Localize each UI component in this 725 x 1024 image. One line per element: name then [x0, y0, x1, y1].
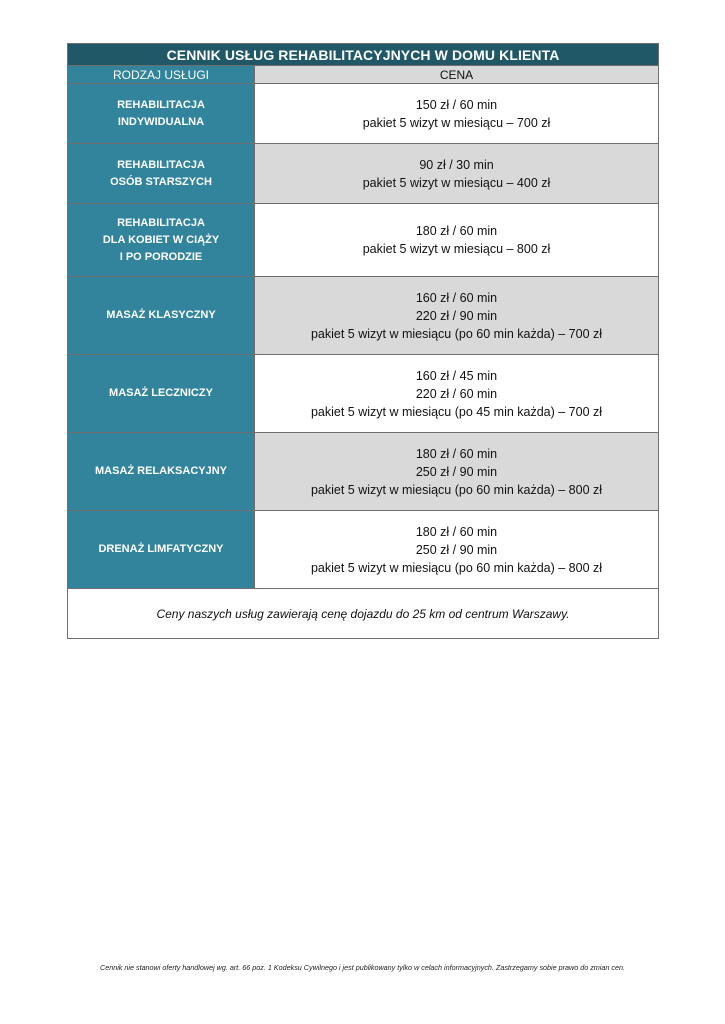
- price-line: pakiet 5 wizyt w miesiącu – 800 zł: [362, 242, 551, 256]
- service-name-line: REHABILITACJA: [117, 98, 205, 111]
- price-line: 250 zł / 90 min: [415, 464, 498, 479]
- footer-disclaimer: Cennik nie stanowi oferty handlowej wg. art. 66 poz. 1 Kodeksu Cywilnego i jest publikowany tylko w celach informacyjnych. Zastrzegamy sobie prawo do zmian cen.: [100, 963, 625, 972]
- service-name: [68, 144, 255, 204]
- travel-note: Ceny naszych usług zawierają cenę dojazdu do 25 km od centrum Warszawy.: [68, 589, 659, 639]
- table-row: [68, 355, 659, 433]
- price-details: [255, 355, 659, 433]
- column-header-service-type: RODZAJ USŁUGI: [68, 66, 255, 84]
- note-row: [68, 589, 659, 639]
- service-name-line: REHABILITACJA: [117, 216, 205, 229]
- service-name-line: INDYWIDUALNA: [117, 115, 205, 128]
- title-row: [68, 44, 659, 66]
- price-details: [255, 144, 659, 204]
- price-line: 250 zł / 90 min: [415, 542, 498, 557]
- service-name: [68, 204, 255, 277]
- price-line: 180 zł / 60 min: [415, 224, 498, 238]
- price-line: 160 zł / 45 min: [415, 368, 498, 383]
- table-row: [68, 204, 659, 277]
- service-name-line: MASAŻ LECZNICZY: [109, 387, 213, 399]
- price-details: [255, 84, 659, 144]
- service-name-line: DRENAŻ LIMFATYCZNY: [98, 543, 224, 555]
- service-name-line: I PO PORODZIE: [119, 250, 203, 263]
- table-row: [68, 84, 659, 144]
- price-line: pakiet 5 wizyt w miesiącu (po 45 min każda) – 700 zł: [310, 404, 603, 419]
- service-name: [68, 355, 255, 433]
- price-details: [255, 511, 659, 589]
- service-name: [68, 277, 255, 355]
- price-list-title: CENNIK USŁUG REHABILITACYJNYCH W DOMU KLIENTA: [68, 44, 659, 66]
- price-line: 220 zł / 60 min: [415, 386, 498, 401]
- table-row: [68, 277, 659, 355]
- price-details: [255, 204, 659, 277]
- price-line: pakiet 5 wizyt w miesiącu – 400 zł: [362, 175, 551, 190]
- table-row: [68, 144, 659, 204]
- price-line: pakiet 5 wizyt w miesiącu – 700 zł: [362, 115, 551, 130]
- price-line: 180 zł / 60 min: [415, 446, 498, 461]
- price-line: 150 zł / 60 min: [415, 97, 498, 112]
- service-name: [68, 433, 255, 511]
- price-line: pakiet 5 wizyt w miesiącu (po 60 min każda) – 800 zł: [310, 482, 603, 497]
- header-row: [68, 66, 659, 84]
- service-name-line: REHABILITACJA: [117, 158, 205, 171]
- price-details: [255, 433, 659, 511]
- price-line: pakiet 5 wizyt w miesiącu (po 60 min każda) – 800 zł: [310, 560, 603, 575]
- price-line: 160 zł / 60 min: [415, 290, 498, 305]
- table-row: [68, 511, 659, 589]
- price-list-table: [67, 43, 659, 639]
- service-name-line: OSÓB STARSZYCH: [110, 175, 212, 188]
- service-name-line: MASAŻ KLASYCZNY: [106, 309, 216, 321]
- price-line: 220 zł / 90 min: [415, 308, 498, 323]
- service-name-line: DLA KOBIET W CIĄŻY: [102, 233, 220, 246]
- price-line: pakiet 5 wizyt w miesiącu (po 60 min każda) – 700 zł: [310, 326, 603, 341]
- price-table-body: [68, 44, 659, 639]
- column-header-price: CENA: [255, 66, 659, 84]
- price-line: 90 zł / 30 min: [419, 157, 494, 172]
- price-details: [255, 277, 659, 355]
- table-row: [68, 433, 659, 511]
- service-name: [68, 84, 255, 144]
- service-name: [68, 511, 255, 589]
- service-name-line: MASAŻ RELAKSACYJNY: [94, 465, 227, 477]
- price-line: 180 zł / 60 min: [415, 524, 498, 539]
